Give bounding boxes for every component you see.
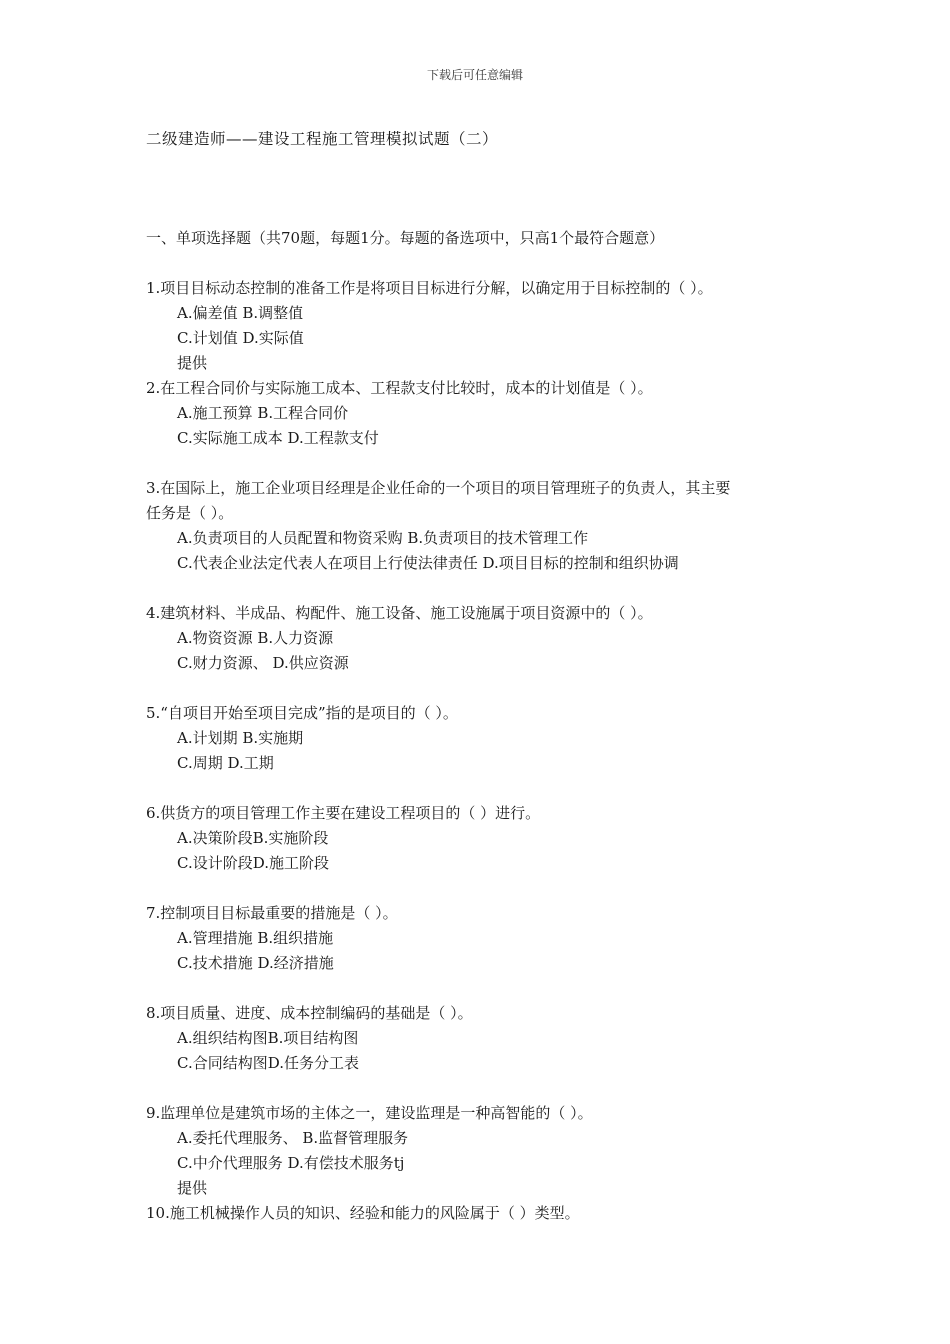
- question-block: [146, 601, 826, 701]
- blank-line: [146, 776, 826, 801]
- question-stem: 5.“自项目开始至项目完成”指的是项目的（ ）。: [146, 704, 458, 722]
- question-block: [146, 1001, 826, 1101]
- question-options: A.委托代理服务、 B.监督管理服务: [177, 1129, 409, 1147]
- question-options: C.合同结构图D.任务分工表: [177, 1054, 359, 1072]
- question-block: [146, 376, 826, 476]
- question-options: C.设计阶段D.施工阶段: [177, 854, 329, 872]
- question-options: A.组织结构图B.项目结构图: [177, 1029, 359, 1047]
- question-options: 提供: [177, 1179, 208, 1197]
- question-stem: 2.在工程合同价与实际施工成本、工程款支付比较时，成本的计划值是（ ）。: [146, 379, 653, 397]
- blank-line: [146, 976, 826, 1001]
- blank-line: [146, 1076, 826, 1101]
- blank-line: [146, 876, 826, 901]
- question-options: C.周期 D.工期: [177, 754, 274, 772]
- question-stem: 3.在国际上，施工企业项目经理是企业任命的一个项目的项目管理班子的负责人，其主要: [146, 479, 731, 497]
- question-options: A.施工预算 B.工程合同价: [177, 404, 349, 422]
- question-options: C.实际施工成本 D.工程款支付: [177, 429, 379, 447]
- question-options: A.偏差值 B.调整值: [177, 304, 304, 322]
- question-stem: 10.施工机械操作人员的知识、经验和能力的风险属于（ ）类型。: [146, 1204, 580, 1222]
- question-block: [146, 901, 826, 1001]
- question-block: [146, 476, 826, 601]
- document-title: 二级建造师——建设工程施工管理模拟试题（二）: [146, 130, 499, 148]
- blank-line: [146, 451, 826, 476]
- question-options: C.中介代理服务 D.有偿技术服务tj: [177, 1154, 405, 1172]
- question-stem: 9.监理单位是建筑市场的主体之一，建设监理是一种高智能的（ ）。: [146, 1104, 593, 1122]
- question-options: A.负责项目的人员配置和物资采购 B.负责项目的技术管理工作: [177, 529, 589, 547]
- section-heading: 一、单项选择题（共70题，每题1分。每题的备选项中，只高1个最符合题意）: [146, 229, 665, 247]
- question-options: A.计划期 B.实施期: [177, 729, 304, 747]
- question-options: A.管理措施 B.组织措施: [177, 929, 334, 947]
- blank-line: [146, 576, 826, 601]
- question-stem: 任务是（ ）。: [146, 504, 234, 522]
- question-options: C.计划值 D.实际值: [177, 329, 304, 347]
- question-block: [146, 701, 826, 801]
- question-options: A.决策阶段B.实施阶段: [177, 829, 329, 847]
- question-stem: 7.控制项目目标最重要的措施是（ ）。: [146, 904, 398, 922]
- question-options: A.物资资源 B.人力资源: [177, 629, 334, 647]
- question-block: [146, 1101, 826, 1201]
- question-stem: 8.项目质量、进度、成本控制编码的基础是（ ）。: [146, 1004, 473, 1022]
- question-stem: 4.建筑材料、半成品、构配件、施工设备、施工设施属于项目资源中的（ ）。: [146, 604, 653, 622]
- page-header: 下载后可任意编辑: [426, 68, 523, 82]
- question-block: [146, 801, 826, 901]
- question-block: [146, 1201, 826, 1226]
- question-list: [146, 276, 826, 1226]
- question-options: C.财力资源、 D.供应资源: [177, 654, 349, 672]
- question-options: C.代表企业法定代表人在项目上行使法律责任 D.项目目标的控制和组织协调: [177, 554, 679, 572]
- question-block: [146, 276, 826, 376]
- question-options: 提供: [177, 354, 208, 372]
- blank-line: [146, 676, 826, 701]
- question-stem: 6.供货方的项目管理工作主要在建设工程项目的（ ）进行。: [146, 804, 541, 822]
- question-stem: 1.项目目标动态控制的准备工作是将项目目标进行分解，以确定用于目标控制的（ ）。: [146, 279, 713, 297]
- question-options: C.技术措施 D.经济措施: [177, 954, 334, 972]
